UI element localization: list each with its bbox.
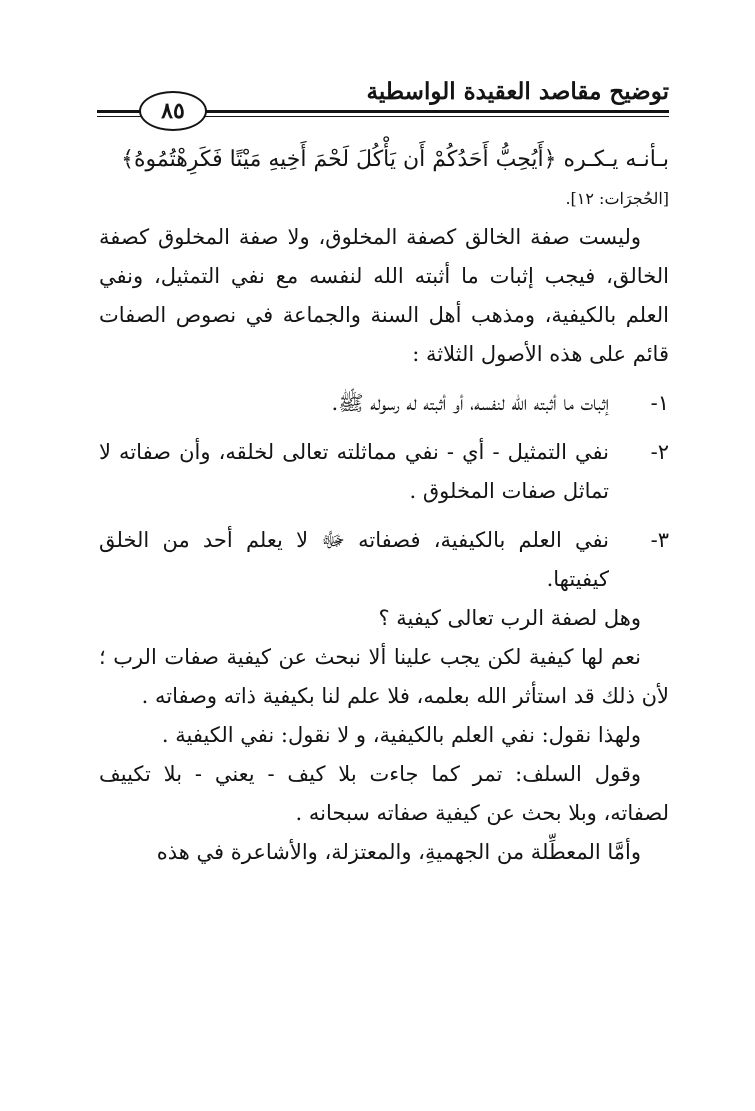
page-number: ٨٥	[139, 91, 207, 131]
question-line: وهل لصفة الرب تعالى كيفية ؟	[378, 606, 641, 630]
list-number: ٢-	[650, 440, 669, 464]
paragraph-saying: ولهذا نقول: نفي العلم بالكيفية، و لا نقول: نفي الكيفية .	[161, 723, 641, 747]
list-number: ٣-	[650, 528, 669, 552]
paragraph-answer: نعم لها كيفية لكن يجب علينا ألا نبحث عن كيفية صفات الرب ؛ لأن ذلك قد استأثر الله بعلمه، فلا علم لنا بكيفية ذاته وصفاته .	[99, 645, 669, 708]
list-item	[99, 521, 669, 599]
page-body	[99, 140, 669, 872]
list-item-text: نفي العلم بالكيفية، فصفاته ﷻ لا يعلم أحد من الخلق كيفيتها.	[99, 528, 609, 591]
paragraph-salaf: وقول السلف: تمر كما جاءت بلا كيف - يعني - بلا تكييف لصفاته، وبلا بحث عن كيفية صفاته سبحانه .	[99, 762, 669, 825]
verse-reference: [الحُجرَات: ١٢].	[565, 189, 669, 208]
paragraph-attributes-principles: وليست صفة الخالق كصفة المخلوق، ولا صفة المخلوق كصفة الخالق، فيجب إثبات ما أثبته الله لنفسه مع نفي التمثيل، ونفي العلم بالكيفية، ومذهب أهل السنة والجماعة في نصوص الصفات قائم على هذه الأصول الثلاثة :	[99, 225, 669, 366]
paragraph-muattila: وأمَّا المعطِّلة من الجهميةِ، والمعتزلة، والأشاعرة في هذه	[156, 840, 641, 864]
page-header	[97, 62, 669, 126]
list-item	[99, 384, 669, 423]
list-number: ١-	[650, 391, 669, 415]
list-item	[99, 433, 669, 511]
running-title: توضيح مقاصد العقيدة الواسطية	[366, 78, 669, 105]
list-item-text: إثبات ما أثبته الله لنفسه، أو أثبته له رسوله ﷺ.	[331, 391, 609, 415]
quran-verse-line: بـأنـه يـكـره ﴿أَيُحِبُّ أَحَدُكُمْ أَن يَأْكُلَ لَحْمَ أَخِيهِ مَيْتًا فَكَرِهْتُمُوهُ﴾	[121, 147, 669, 172]
list-item-text: نفي التمثيل - أي - نفي مماثلته تعالى لخلقه، وأن صفاته لا تماثل صفات المخلوق .	[99, 440, 609, 503]
